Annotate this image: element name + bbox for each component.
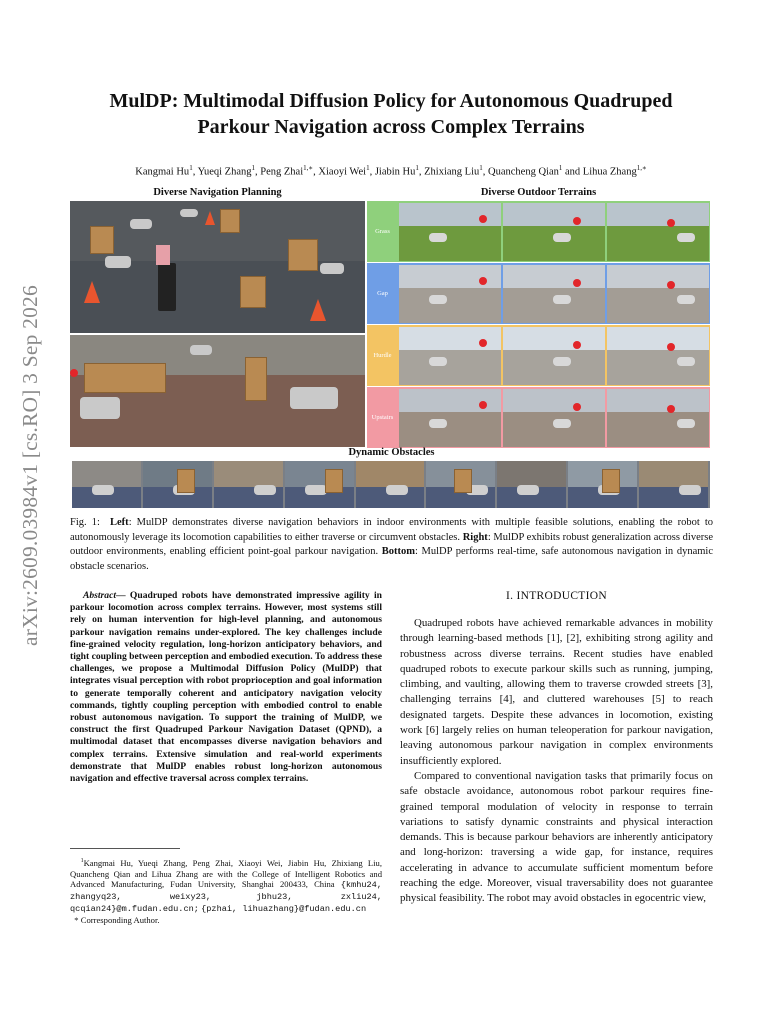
obstacle-frame bbox=[285, 461, 354, 508]
author-name: Lihua Zhang bbox=[582, 166, 637, 178]
footnote-rule bbox=[70, 848, 180, 849]
traffic-cone bbox=[310, 299, 326, 321]
caption-bottom-text: : MulDP performs real-time, safe autonomous navigation in dynamic obstacle scenarios. bbox=[70, 546, 713, 572]
quadruped-robot bbox=[190, 345, 212, 355]
terrain-photo bbox=[503, 265, 605, 323]
figure-caption bbox=[70, 516, 713, 574]
obstacle-frame bbox=[426, 461, 495, 508]
goal-marker bbox=[573, 279, 581, 287]
terrain-photo bbox=[607, 389, 709, 447]
cardboard-box bbox=[245, 357, 267, 401]
cardboard-box bbox=[454, 469, 472, 493]
obstacle-frame bbox=[356, 461, 425, 508]
goal-marker bbox=[573, 341, 581, 349]
author-affiliation-mark: 1 bbox=[415, 164, 419, 172]
paper-title bbox=[60, 88, 722, 140]
quadruped-robot bbox=[105, 256, 131, 268]
quadruped-robot bbox=[429, 233, 447, 242]
obstacle-frame bbox=[143, 461, 212, 508]
traffic-cone bbox=[205, 211, 215, 225]
cardboard-box bbox=[288, 239, 318, 271]
cardboard-box bbox=[220, 209, 240, 233]
dynamic-obstacles-strip bbox=[72, 461, 710, 508]
author-affiliation-mark: 1,∗ bbox=[303, 164, 314, 172]
quadruped-robot bbox=[677, 233, 695, 242]
goal-marker bbox=[667, 343, 675, 351]
footnote-emails: {kmhu24, zhangyq23, weixy23, bbox=[70, 880, 382, 903]
quadruped-robot bbox=[92, 485, 114, 495]
cardboard-box bbox=[84, 363, 166, 393]
caption-left-label: Left bbox=[110, 517, 129, 528]
cardboard-box bbox=[177, 469, 195, 493]
arxiv-stamp: arXiv:2609.03984v1 [cs.RO] 3 Sep 2026 bbox=[18, 285, 42, 646]
goal-marker bbox=[667, 405, 675, 413]
quadruped-robot bbox=[320, 263, 344, 274]
terrain-row-label: Grass bbox=[375, 228, 390, 235]
terrain-photo bbox=[399, 327, 501, 385]
cardboard-box bbox=[602, 469, 620, 493]
obstacle-frame bbox=[639, 461, 708, 508]
author-name: Xiaoyi Wei bbox=[318, 166, 367, 178]
goal-marker bbox=[479, 277, 487, 285]
footnote-affiliation: Kangmai Hu, Yueqi Zhang, Peng Zhai, Xiaoyi Wei, Jiabin Hu, Zhixiang Liu, Quancheng Qian and Lihua Zhang are with the College of Intelligent Robotics and Advanced Manufacturing, Fudan University, Shanghai 200433, China bbox=[70, 857, 382, 890]
terrain-photo bbox=[399, 203, 501, 261]
traffic-cone bbox=[84, 281, 100, 303]
author-affiliation-mark: 1 bbox=[479, 164, 483, 172]
goal-marker bbox=[479, 215, 487, 223]
terrain-row-label: Gap bbox=[377, 290, 388, 297]
caption-prefix: Fig. 1: bbox=[70, 517, 100, 528]
author-affiliation-mark: 1 bbox=[251, 164, 256, 172]
quadruped-robot bbox=[553, 233, 571, 242]
introduction-column bbox=[400, 590, 713, 907]
black-pillar bbox=[158, 263, 176, 311]
quadruped-robot bbox=[386, 485, 408, 495]
footnote-emails: {pzhai, lihuazhang}@fudan.edu.cn bbox=[201, 904, 367, 915]
goal-marker bbox=[479, 339, 487, 347]
terrain-photo bbox=[607, 203, 709, 261]
goal-marker bbox=[573, 217, 581, 225]
quadruped-robot bbox=[429, 357, 447, 366]
intro-paragraph-2: Compared to conventional navigation tasks that primarily focus on safe obstacle avoidance, autonomous robot parkour requires fine-grained temporal modulation of velocity in response to terrain variations to satisfy dynamic constraints and physical interaction demands. This is because parkour behaviors are inherently anticipatory and long-horizon: traversing a wide gap, for instance, requires accelerating in advance to accumulate sufficient momentum before reaching the edge. Moreover, visual traversability does not guarantee physical feasibility. The robot may avoid obstacles in egocentric view, bbox=[400, 769, 713, 905]
corresponding-author-note: * Corresponding Author. bbox=[74, 914, 160, 925]
intro-paragraph-1: Quadruped robots have achieved remarkable advances in mobility through learning-based methods [1], [2], exhibiting strong agility and robustness across diverse terrains. Recent studies have enabled quadruped robots to execute parkour skills such as running, jumping, climbing, and vaulting, allowing them to traverse crowded streets [3], challenging terrains [4], and cluttered warehouses [5] to reach designated targets. Despite these advances in locomotion, existing work [6] largely relies on human teleoperation for parkour navigation, leaving autonomous parkour navigation in complex environments insufficiently explored. bbox=[400, 617, 713, 767]
indoor-planning-image-top bbox=[70, 201, 365, 333]
author-name: Quancheng Qian bbox=[488, 166, 559, 178]
terrain-photo bbox=[399, 389, 501, 447]
author-name: Peng Zhai bbox=[260, 166, 304, 178]
author-name: Kangmai Hu bbox=[135, 166, 190, 178]
indoor-wall bbox=[70, 201, 365, 261]
caption-right-label: Right bbox=[462, 531, 488, 543]
author-name: Jiabin Hu bbox=[374, 166, 416, 178]
obstacle-frame bbox=[497, 461, 566, 508]
goal-marker bbox=[479, 401, 487, 409]
footnote-marker: 1 bbox=[80, 858, 84, 864]
author-affiliation-mark: 1,∗ bbox=[636, 164, 647, 172]
author-list: Kangmai Hu$^1$, Yueqi Zhang$^1$, Peng Zhai$^{1,∗}$, Xiaoyi Wei$^1$, Jiabin Hu$^1$, Zhixiang Liu$^1$, Quancheng Qian$^1$ and Lihua Zhang$^{1,∗}$ bbox=[135, 164, 647, 178]
abstract-column bbox=[70, 590, 382, 785]
author-affiliation-mark: 1 bbox=[366, 164, 370, 172]
indoor-planning-image-bottom bbox=[70, 335, 365, 447]
figure-heading-right: Diverse Outdoor Terrains bbox=[480, 187, 597, 198]
terrain-row-label: Upstairs bbox=[371, 414, 394, 421]
cardboard-box bbox=[240, 276, 266, 308]
author-affiliation-mark: 1 bbox=[189, 164, 193, 172]
abstract-text: — Quadruped robots have demonstrated impressive agility in parkour locomotion across complex terrains. However, most systems still rely on human intervention for high-level planning, and autonomous parkour navigation remains under-explored. The key challenges include fine-grained velocity regulation, long-horizon anticipatory behaviors, and tight coupling between perception and embodied execution. To address these challenges, we propose a Multimodal Diffusion Policy (MulDP) that integrates visual perception with robot proprioception and goal information to generate temporally coherent and anticipatory navigation velocity commands, tightly coupling perception with embodied control to enable robust autonomous navigation. To support the training of MulDP, we construct the first Quadruped Parkour Navigation Dataset (QPND), a multimodal dataset that encompasses diverse navigation behaviors and complex terrains. Extensive simulation and real-world experiments demonstrate that MulDP enables robust long-horizon autonomous navigation and effective traversal across complex terrains. bbox=[70, 590, 382, 785]
quadruped-robot bbox=[677, 295, 695, 304]
terrain-photo bbox=[399, 265, 501, 323]
author-name: Yueqi Zhang bbox=[197, 166, 252, 178]
goal-marker bbox=[573, 403, 581, 411]
quadruped-robot bbox=[180, 209, 198, 217]
obstacle-frame bbox=[214, 461, 283, 508]
footnote-emails: jbhu23, zxliu24, qcqian24}@m.fudan.edu.cn; bbox=[70, 892, 382, 915]
quadruped-robot bbox=[677, 357, 695, 366]
quadruped-robot bbox=[553, 295, 571, 304]
terrain-photo bbox=[503, 203, 605, 261]
figure-heading-bottom: Dynamic Obstacles bbox=[348, 447, 435, 458]
quadruped-robot bbox=[553, 357, 571, 366]
author-name: Zhixiang Liu bbox=[424, 166, 480, 178]
cardboard-box bbox=[325, 469, 343, 493]
goal-marker bbox=[156, 245, 170, 265]
obstacle-frame bbox=[568, 461, 637, 508]
quadruped-robot bbox=[679, 485, 701, 495]
terrain-photo bbox=[503, 389, 605, 447]
obstacle-frame bbox=[72, 461, 141, 508]
quadruped-robot bbox=[677, 419, 695, 428]
caption-left-text: : MulDP demonstrates diverse navigation behaviors in indoor environments with multiple feasible solutions, enabling the robot to autonomously leverage its locomotion capabilities to either traverse or circumvent obstacles. bbox=[70, 517, 713, 543]
cardboard-box bbox=[90, 226, 114, 254]
terrain-photo bbox=[503, 327, 605, 385]
quadruped-robot bbox=[517, 485, 539, 495]
terrain-row-label: Hurdle bbox=[373, 352, 392, 359]
abstract-label: Abstract bbox=[82, 590, 117, 601]
goal-marker bbox=[70, 369, 78, 377]
quadruped-robot bbox=[429, 419, 447, 428]
figure-heading-left: Diverse Navigation Planning bbox=[153, 187, 282, 198]
goal-marker bbox=[667, 219, 675, 227]
quadruped-robot bbox=[80, 397, 120, 419]
quadruped-robot bbox=[429, 295, 447, 304]
author-affiliation-mark: 1 bbox=[558, 164, 563, 172]
quadruped-robot bbox=[254, 485, 276, 495]
title-line-2: Parkour Navigation across Complex Terrains bbox=[197, 116, 585, 138]
terrain-photo bbox=[607, 265, 709, 323]
quadruped-robot bbox=[305, 485, 327, 495]
footnote bbox=[70, 856, 382, 926]
quadruped-robot bbox=[290, 387, 338, 409]
quadruped-robot bbox=[553, 419, 571, 428]
goal-marker bbox=[667, 281, 675, 289]
quadruped-robot bbox=[130, 219, 152, 229]
title-line-1: MulDP: Multimodal Diffusion Policy for Autonomous Quadruped bbox=[109, 90, 673, 112]
caption-right-text: : MulDP exhibits robust generalization across diverse outdoor environments, enabling efficient point-goal parkour navigation. bbox=[70, 531, 713, 557]
caption-bottom-label: Bottom bbox=[381, 546, 415, 557]
abstract bbox=[70, 590, 382, 785]
section-heading-introduction: I. INTRODUCTION bbox=[506, 590, 607, 602]
terrain-photo bbox=[607, 327, 709, 385]
